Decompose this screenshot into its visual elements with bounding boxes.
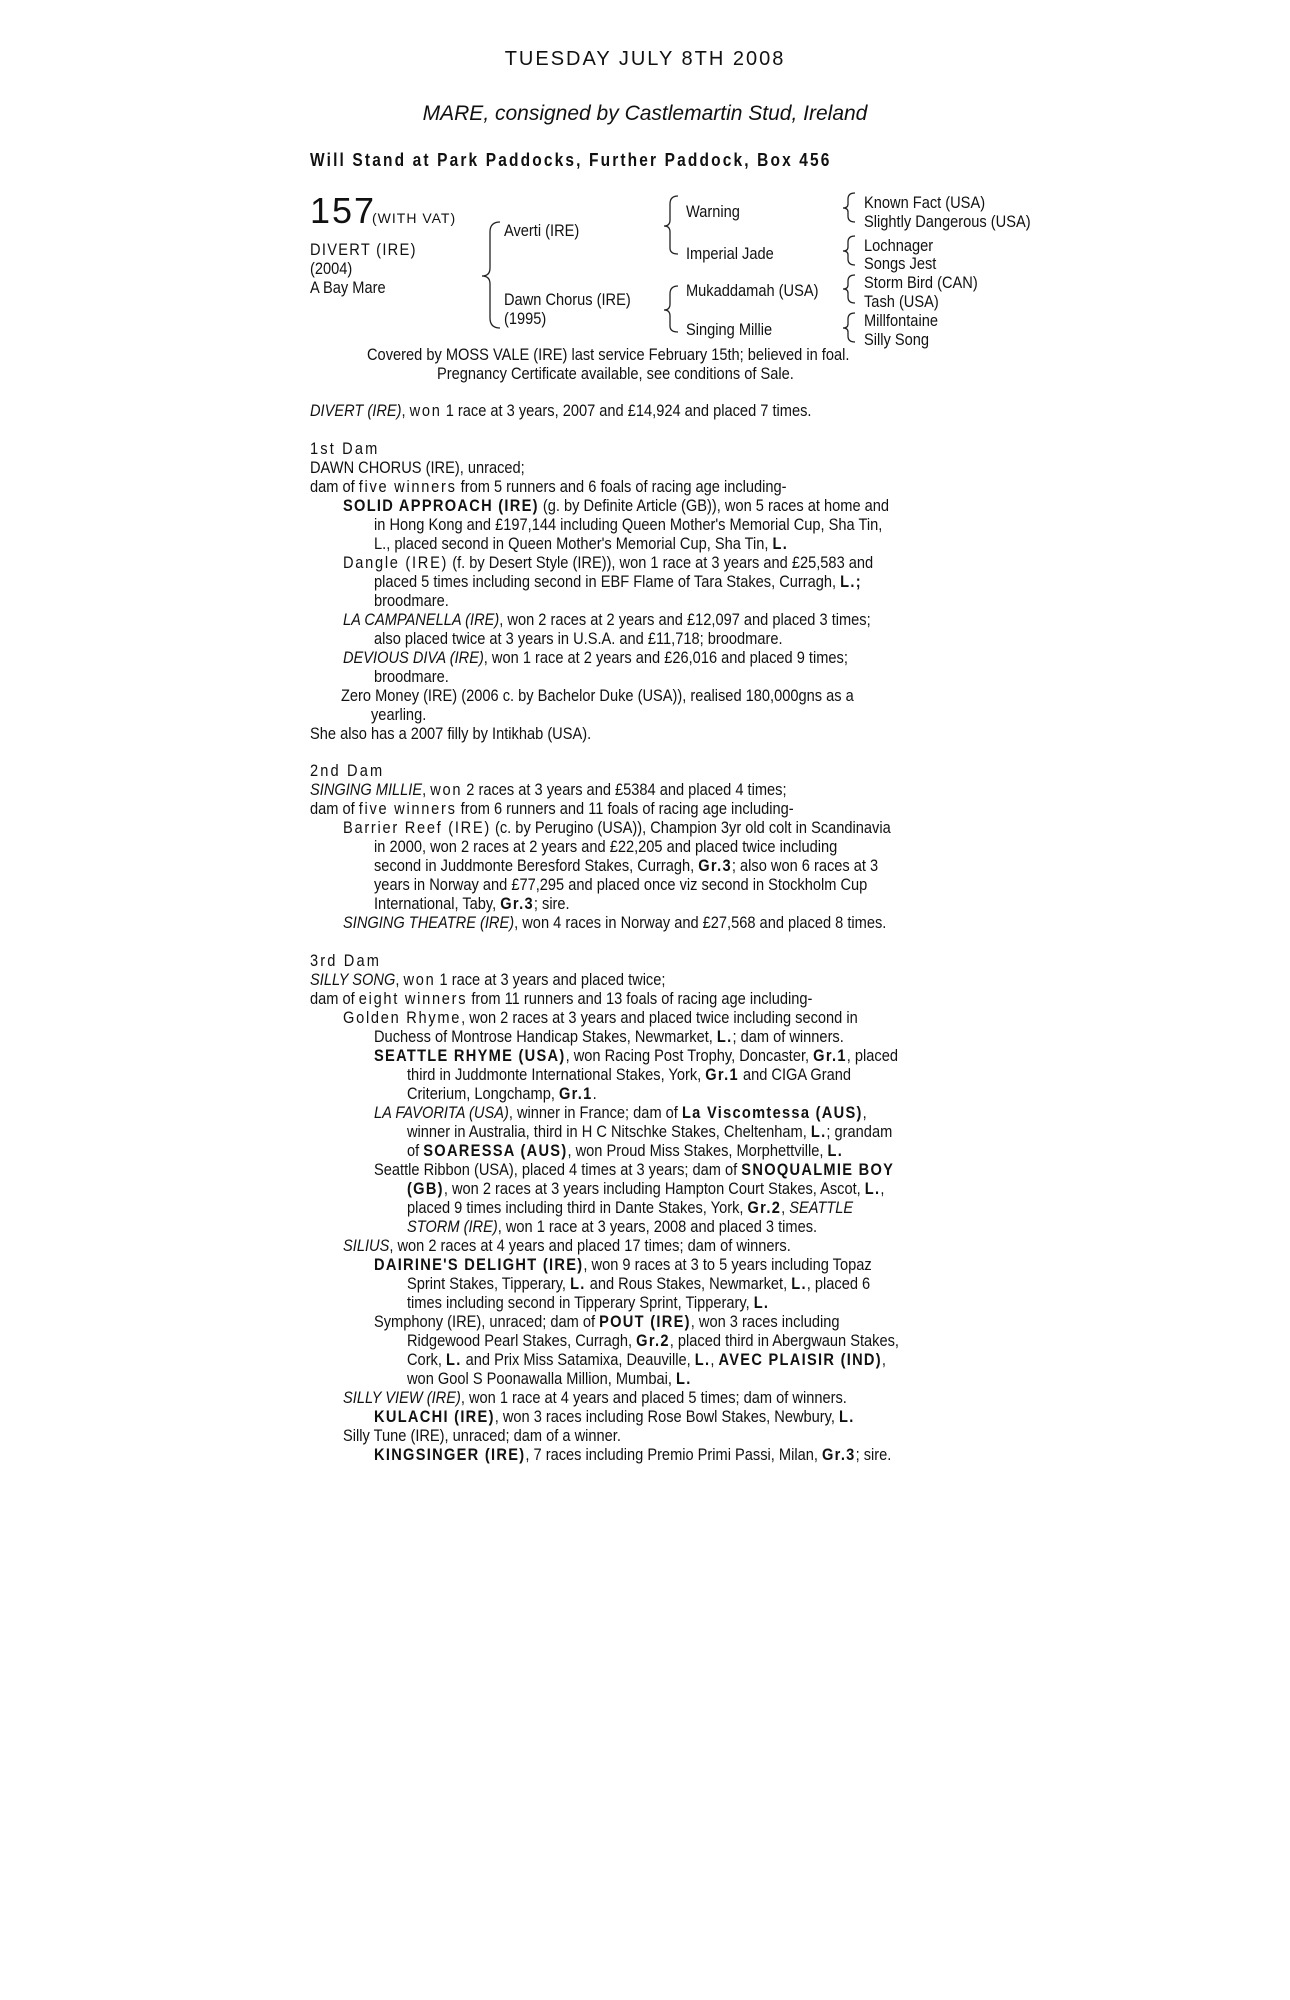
horse-name: DIVERT (IRE) — [310, 240, 417, 259]
second-dam-line: SINGING MILLIE, won 2 races at 3 years and £5384 and placed 4 times; — [310, 780, 787, 799]
brace-g1 — [843, 193, 855, 222]
gen3-7: Millfontaine — [864, 311, 938, 330]
progeny-entry: Silly Tune (IRE), unraced; dam of a winner. — [343, 1426, 621, 1445]
progeny-entry: broodmare. — [374, 591, 449, 610]
progeny-entry: times including second in Tipperary Sprint, Tipperary, L. — [407, 1293, 770, 1312]
progeny-entry: years in Norway and £77,295 and placed once viz second in Stockholm Cup — [374, 875, 868, 894]
gen3-2: Slightly Dangerous (USA) — [864, 212, 1031, 231]
progeny-entry: Barrier Reef (IRE) (c. by Perugino (USA)), Champion 3yr old colt in Scandinavia — [343, 818, 891, 837]
horse-description: A Bay Mare — [310, 278, 386, 297]
gen3-6: Tash (USA) — [864, 292, 939, 311]
consignment-line: MARE, consigned by Castlemartin Stud, Ireland — [422, 102, 868, 125]
progeny-entry: in Hong Kong and £197,144 including Queen Mother's Memorial Cup, Sha Tin, — [374, 515, 883, 534]
progeny-entry: SEATTLE RHYME (USA), won Racing Post Trophy, Doncaster, Gr.1, placed — [374, 1046, 898, 1065]
progeny-entry: SINGING THEATRE (IRE), won 4 races in Norway and £27,568 and placed 8 times. — [343, 913, 887, 932]
brace-g2 — [843, 236, 855, 265]
progeny-entry: of SOARESSA (AUS), won Proud Miss Stakes, Morphettville, L. — [407, 1141, 844, 1160]
progeny-entry: L., placed second in Queen Mother's Memorial Cup, Sha Tin, L. — [374, 534, 789, 553]
progeny-entry: winner in Australia, third in H C Nitschke Stakes, Cheltenham, L.; grandam — [407, 1122, 893, 1141]
brace-sire — [664, 196, 678, 254]
progeny-entry: STORM (IRE), won 1 race at 3 years, 2008 and placed 3 times. — [407, 1217, 818, 1236]
third-dam-line: SILLY SONG, won 1 race at 3 years and placed twice; — [310, 970, 666, 989]
brace-main — [482, 222, 500, 328]
second-dam-line: dam of five winners from 6 runners and 11 foals of racing age including- — [310, 799, 794, 818]
progeny-entry: Dangle (IRE) (f. by Desert Style (IRE)), won 1 race at 3 years and £25,583 and — [343, 553, 874, 572]
progeny-entry: KINGSINGER (IRE), 7 races including Premio Primi Passi, Milan, Gr.3; sire. — [374, 1445, 892, 1464]
progeny-entry: second in Juddmonte Beresford Stakes, Curragh, Gr.3; also won 6 races at 3 — [374, 856, 879, 875]
progeny-entry: placed 9 times including third in Dante Stakes, York, Gr.2, SEATTLE — [407, 1198, 854, 1217]
gen3-4: Songs Jest — [864, 254, 937, 273]
vat-note: (WITH VAT) — [372, 210, 457, 226]
progeny-entry: DAIRINE'S DELIGHT (IRE), won 9 races at 3 to 5 years including Topaz — [374, 1255, 872, 1274]
first-dam-heading: 1st Dam — [310, 439, 380, 458]
sire-sire: Warning — [686, 202, 740, 221]
progeny-entry: Zero Money (IRE) (2006 c. by Bachelor Duke (USA)), realised 180,000gns as a — [341, 686, 854, 705]
progeny-entry: LA CAMPANELLA (IRE), won 2 races at 2 years and £12,097 and placed 3 times; — [343, 610, 871, 629]
progeny-entry: also placed twice at 3 years in U.S.A. and £11,718; broodmare. — [374, 629, 783, 648]
third-dam-line: dam of eight winners from 11 runners and 13 foals of racing age including- — [310, 989, 813, 1008]
progeny-entry: Seattle Ribbon (USA), placed 4 times at 3 years; dam of SNOQUALMIE BOY — [374, 1160, 895, 1179]
first-dam-line: dam of five winners from 5 runners and 6 foals of racing age including- — [310, 477, 787, 496]
brace-g3 — [843, 275, 855, 303]
lot-number: 157 — [310, 190, 377, 231]
dam-dam: Singing Millie — [686, 320, 773, 339]
progeny-entry: Golden Rhyme, won 2 races at 3 years and placed twice including second in — [343, 1008, 858, 1027]
dam-sire: Mukaddamah (USA) — [686, 281, 819, 300]
progeny-entry: LA FAVORITA (USA), winner in France; dam of La Viscomtessa (AUS), — [374, 1103, 867, 1122]
progeny-entry: DEVIOUS DIVA (IRE), won 1 race at 2 years and £26,016 and placed 9 times; — [343, 648, 848, 667]
progeny-entry: Ridgewood Pearl Stakes, Curragh, Gr.2, placed third in Abergwaun Stakes, — [407, 1331, 899, 1350]
first-dam-footnote: She also has a 2007 filly by Intikhab (USA). — [310, 724, 592, 743]
gen3-5: Storm Bird (CAN) — [864, 273, 978, 292]
first-dam-line: DAWN CHORUS (IRE), unraced; — [310, 458, 525, 477]
progeny-entry: SILLY VIEW (IRE), won 1 race at 4 years and placed 5 times; dam of winners. — [343, 1388, 847, 1407]
progeny-entry: Symphony (IRE), unraced; dam of POUT (IRE), won 3 races including — [374, 1312, 840, 1331]
progeny-entry: broodmare. — [374, 667, 449, 686]
covered-line: Covered by MOSS VALE (IRE) last service February 15th; believed in foal. — [367, 345, 850, 364]
progeny-entry: Duchess of Montrose Handicap Stakes, Newmarket, L.; dam of winners. — [374, 1027, 844, 1046]
pedigree-braces — [0, 0, 1290, 360]
sire-name: Averti (IRE) — [504, 221, 580, 240]
dam-year: (1995) — [504, 309, 547, 328]
progeny-entry: third in Juddmonte International Stakes, York, Gr.1 and CIGA Grand — [407, 1065, 852, 1084]
progeny-entry: placed 5 times including second in EBF Flame of Tara Stakes, Curragh, L.; — [374, 572, 862, 591]
progeny-entry: International, Taby, Gr.3; sire. — [374, 894, 570, 913]
second-dam-heading: 2nd Dam — [310, 761, 385, 780]
progeny-entry: Criterium, Longchamp, Gr.1. — [407, 1084, 597, 1103]
progeny-entry: KULACHI (IRE), won 3 races including Rose Bowl Stakes, Newbury, L. — [374, 1407, 855, 1426]
progeny-entry: Sprint Stakes, Tipperary, L. and Rous Stakes, Newmarket, L., placed 6 — [407, 1274, 871, 1293]
progeny-entry: won Gool S Poonawalla Million, Mumbai, L. — [407, 1369, 692, 1388]
horse-year: (2004) — [310, 259, 353, 278]
progeny-entry: SILIUS, won 2 races at 4 years and placed 17 times; dam of winners. — [343, 1236, 791, 1255]
gen3-1: Known Fact (USA) — [864, 193, 986, 212]
stand-location: Will Stand at Park Paddocks, Further Paddock, Box 456 — [310, 150, 832, 170]
sire-dam: Imperial Jade — [686, 244, 774, 263]
progeny-entry: Cork, L. and Prix Miss Satamixa, Deauville, L., AVEC PLAISIR (IND), — [407, 1350, 887, 1369]
progeny-entry: in 2000, won 2 races at 2 years and £22,205 and placed twice including — [374, 837, 838, 856]
race-summary: DIVERT (IRE), won 1 race at 3 years, 2007 and £14,924 and placed 7 times. — [310, 401, 812, 420]
third-dam-heading: 3rd Dam — [310, 951, 382, 970]
progeny-entry: yearling. — [371, 705, 427, 724]
gen3-3: Lochnager — [864, 236, 934, 255]
brace-g4 — [843, 313, 855, 342]
sale-date: TUESDAY JULY 8TH 2008 — [504, 48, 786, 70]
pregnancy-line: Pregnancy Certificate available, see conditions of Sale. — [437, 364, 794, 383]
progeny-entry: SOLID APPROACH (IRE) (g. by Definite Article (GB)), won 5 races at home and — [343, 496, 890, 515]
progeny-entry: (GB), won 2 races at 3 years including Hampton Court Stakes, Ascot, L., — [407, 1179, 885, 1198]
dam-name: Dawn Chorus (IRE) — [504, 290, 631, 309]
brace-dam — [664, 286, 678, 332]
gen3-8: Silly Song — [864, 330, 930, 349]
